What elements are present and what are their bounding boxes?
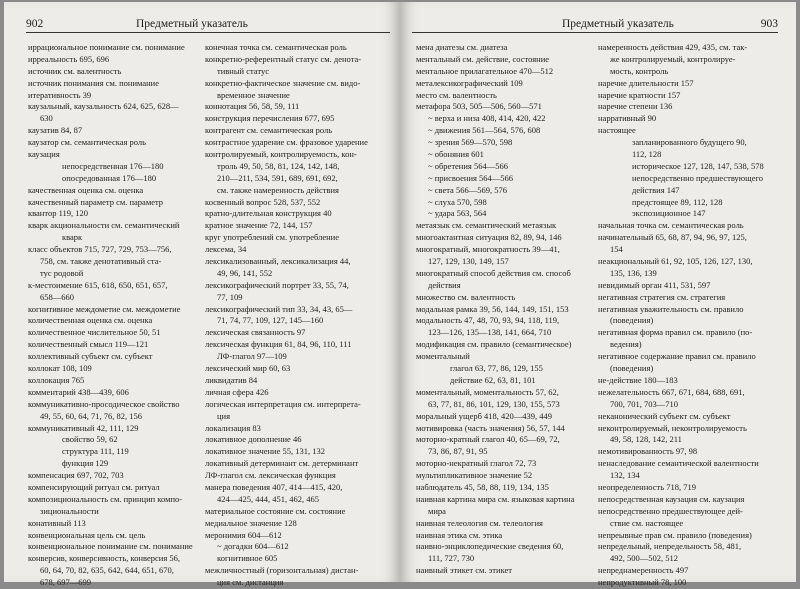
index-entry-line: кратное значение 72, 144, 157: [205, 220, 313, 231]
index-entry-line: тус родовой: [40, 267, 84, 278]
index-entry-line: тивный статус: [217, 65, 269, 76]
index-entry-line: ведения): [610, 339, 642, 350]
index-entry-line: контрастное ударение см. фразовое ударение: [205, 137, 368, 148]
index-entry-line: действия: [428, 279, 461, 290]
index-entry-line: конверсив, конверсивность, конверсия 56,: [28, 553, 180, 564]
index-entry-line: 758, см. также денотативный ста-: [40, 256, 162, 267]
index-entry-line: 49, 55, 60, 64, 71, 76, 82, 156: [40, 410, 142, 421]
index-entry-line: метаязык см. семантический метаязык: [416, 220, 557, 231]
left-page: [4, 2, 400, 588]
index-entry-line: наивная телеология см. телеология: [416, 517, 543, 528]
index-entry-line: 132, 134: [610, 470, 640, 481]
index-entry-line: ~ света 566—569, 576: [428, 184, 507, 195]
index-entry-line: медиальное значение 128: [205, 517, 297, 528]
index-column: [28, 42, 200, 589]
index-entry-line: лексический мир 60, 63: [205, 363, 291, 374]
index-entry-line: временное значение: [217, 89, 290, 100]
index-entry-line: историческое 127, 128, 147, 538, 578: [632, 160, 764, 171]
index-entry-line: метафора 503, 505—506, 560—571: [416, 101, 542, 112]
index-entry-line: качественная оценка см. оценка: [28, 184, 144, 195]
index-entry-line: манера поведения 407, 414—415, 420,: [205, 481, 343, 492]
index-entry-line: экспозиционное 147: [632, 208, 706, 219]
index-entry-line: кварк акциональности см. семантический: [28, 220, 180, 231]
index-entry-line: 112, 128: [632, 149, 662, 160]
index-entry-line: ~ удара 563, 564: [428, 208, 487, 219]
index-entry-line: мотивировка (часть значения) 56, 57, 144: [416, 422, 565, 433]
index-entry-line: ~ слуха 570, 598: [428, 196, 487, 207]
index-entry-line: лексикографический портрет 33, 55, 74,: [205, 279, 349, 290]
index-entry-line: 127, 129, 130, 149, 157: [428, 256, 509, 267]
index-column: [598, 42, 776, 589]
index-column: [416, 42, 594, 577]
index-entry-line: нарративный 90: [598, 113, 657, 124]
index-entry-line: наречие кратности 157: [598, 89, 681, 100]
index-entry-line: начальная точка см. семантическая роль: [598, 220, 744, 231]
index-entry-line: наблюдатель 45, 58, 88, 119, 134, 135: [416, 481, 549, 492]
index-entry-line: конкретно-фактическое значение см. видо-: [205, 77, 361, 88]
index-entry-line: 700, 701, 703—710: [610, 398, 678, 409]
index-entry-line: компенсирующий ритуал см. ритуал: [28, 481, 160, 492]
index-entry-line: коннотация 56, 58, 59, 111: [205, 101, 300, 112]
index-entry-line: неконтролируемый, неконтролируемость: [598, 422, 747, 433]
index-entry-line: контролируемый, контролируемость, кон-: [205, 149, 357, 160]
index-entry-line: ~ верха и низа 408, 414, 420, 422: [428, 113, 546, 124]
index-entry-line: модификация см. правило (семантическое): [416, 339, 572, 350]
index-entry-line: троль 49, 50, 58, 81, 124, 142, 148,: [217, 160, 340, 171]
index-entry-line: многоактантная ситуация 82, 89, 94, 146: [416, 232, 562, 243]
index-entry-line: коммуникативно-просодическое свойство: [28, 398, 180, 409]
index-entry-line: меронимия 604—612: [205, 529, 282, 540]
index-entry-line: непреднамеренность 497: [598, 565, 689, 576]
index-entry-line: 77, 109: [217, 291, 243, 302]
index-entry-line: немотивированность 97, 98: [598, 446, 698, 457]
index-entry-line: моральный ущерб 418, 420—439, 449: [416, 410, 553, 421]
index-entry-line: наивная картина мира см. языковая картина: [416, 493, 575, 504]
index-entry-line: непосредственная каузация см. каузация: [598, 493, 745, 504]
index-entry-line: место см. валентность: [416, 89, 497, 100]
index-entry-line: действие 62, 63, 81, 101: [450, 374, 536, 385]
index-entry-line: квантор 119, 120: [28, 208, 89, 219]
index-entry-line: металексикографический 109: [416, 77, 523, 88]
index-entry-line: когнитивное 605: [217, 553, 278, 564]
index-entry-line: кварк: [62, 232, 83, 243]
index-entry-line: непосредственная 176—180: [62, 160, 164, 171]
index-entry-line: межличностный (горизонтальная) дистан-: [205, 565, 359, 576]
index-entry-line: 111, 727, 730: [428, 553, 475, 564]
index-entry-line: свойство 59, 62: [62, 434, 118, 445]
index-entry-line: наивный этикет см. этикет: [416, 565, 512, 576]
index-entry-line: многократный способ действия см. способ: [416, 267, 571, 278]
index-entry-line: коммуникативный 42, 111, 129: [28, 422, 139, 433]
index-entry-line: ция: [217, 410, 231, 421]
index-entry-line: моторно-кратный глагол 40, 65—69, 72,: [416, 434, 560, 445]
index-entry-line: намеренность действия 429, 435, см. так-: [598, 42, 748, 52]
running-title: Предметный указатель: [136, 18, 248, 30]
index-entry-line: лексическая связанность 97: [205, 327, 306, 338]
index-entry-line: ментальный см. действие, состояние: [416, 53, 550, 64]
index-entry-line: каузальный, каузальность 624, 625, 628—: [28, 101, 179, 112]
index-entry-line: неканонический субъект см. субъект: [598, 410, 731, 421]
index-entry-line: 678, 697—699: [40, 577, 91, 588]
index-entry-line: (поведения): [610, 315, 654, 326]
index-entry-line: начинательный 65, 68, 87, 94, 96, 97, 125,: [598, 232, 747, 243]
index-entry-line: ция см. дистанция: [217, 577, 284, 588]
left-page-header: [26, 16, 390, 33]
index-entry-line: 135, 136, 139: [610, 267, 657, 278]
index-entry-line: локализация 83: [205, 422, 261, 433]
index-entry-line: конвенциональная цель см. цель: [28, 529, 146, 540]
index-entry-line: класс объектов 715, 727, 729, 753—756,: [28, 244, 172, 255]
index-entry-line: мультипликативное значение 52: [416, 470, 533, 481]
index-entry-line: контрагент см. семантическая роль: [205, 125, 333, 136]
index-entry-line: наречие длительности 157: [598, 77, 694, 88]
index-entry-line: 154: [610, 244, 623, 255]
index-entry-line: негативная форма правил см. правило (по-: [598, 327, 753, 338]
index-entry-line: непредельный, непредельность 58, 481,: [598, 541, 742, 552]
index-entry-line: предстоящее 89, 112, 128: [632, 196, 723, 207]
index-entry-line: мость, контроль: [610, 65, 669, 76]
index-entry-line: количественная оценка см. оценка: [28, 315, 153, 326]
index-entry-line: неакциональный 61, 92, 105, 126, 127, 130,: [598, 256, 753, 267]
index-entry-line: косвенный вопрос 528, 537, 552: [205, 196, 321, 207]
index-entry-line: см. также намеренность действия: [217, 184, 339, 195]
index-entry-line: негативная стратегия см. стратегия: [598, 291, 726, 302]
index-entry-line: ствие см. настоящее: [610, 517, 684, 528]
index-entry-line: 123—126, 135—138, 141, 664, 710: [428, 327, 552, 338]
index-entry-line: круг употреблений см. употребление: [205, 232, 339, 243]
index-entry-line: ~ движения 561—564, 576, 608: [428, 125, 541, 136]
index-entry-line: наивно-энциклопедические сведения 60,: [416, 541, 564, 552]
index-entry-line: структура 111, 119: [62, 446, 129, 457]
index-entry-line: к-местоимение 615, 618, 650, 651, 657,: [28, 279, 168, 290]
index-entry-line: коллокация 765: [28, 374, 85, 385]
index-entry-line: конструкция перечисления 677, 695: [205, 113, 335, 124]
index-entry-line: качественный параметр см. параметр: [28, 196, 164, 207]
index-entry-line: ~ зрения 569—570, 598: [428, 137, 513, 148]
index-entry-line: ~ присвоения 564—566: [428, 172, 514, 183]
index-entry-line: ненаследование семантической валентности: [598, 458, 759, 469]
index-entry-line: 210—211, 534, 591, 689, 691, 692,: [217, 172, 338, 183]
index-entry-line: многократный, многократность 39—41,: [416, 244, 560, 255]
index-entry-line: глагол 63, 77, 86, 129, 155: [450, 363, 543, 374]
index-entry-line: каузатив 84, 87: [28, 125, 83, 136]
index-entry-line: итеративность 39: [28, 89, 92, 100]
page-number: 902: [26, 18, 44, 30]
index-entry-line: 49, 58, 128, 142, 211: [610, 434, 682, 445]
index-entry-line: зициональности: [40, 505, 99, 516]
index-entry-line: компенсация 697, 702, 703: [28, 470, 124, 481]
index-entry-line: непосредственно предшествующего: [632, 172, 764, 183]
index-entry-line: нежелательность 667, 671, 684, 688, 691,: [598, 386, 745, 397]
index-entry-line: непродуктивный 78, 100: [598, 577, 687, 588]
index-entry-line: локативный детерминант см. детерминант: [205, 458, 359, 469]
index-entry-line: неопределенность 718, 719: [598, 481, 696, 492]
index-entry-line: лексикографический тип 33, 34, 43, 65—: [205, 303, 353, 314]
index-entry-line: непосредственно предшествующее дей-: [598, 505, 743, 516]
index-entry-line: материальное состояние см. состояние: [205, 505, 346, 516]
index-entry-line: 60, 64, 70, 82, 635, 642, 644, 651, 670,: [40, 565, 174, 576]
index-entry-line: источник см. валентность: [28, 65, 122, 76]
index-entry-line: моментальный, моментальность 57, 62,: [416, 386, 559, 397]
index-entry-line: наивная этика см. этика: [416, 529, 503, 540]
running-title: Предметный указатель: [562, 18, 674, 30]
right-page: [400, 2, 796, 588]
index-entry-line: ~ обоняния 601: [428, 149, 484, 160]
right-page-header: [412, 16, 778, 33]
index-entry-line: действия 147: [632, 184, 680, 195]
page-number: 903: [760, 18, 778, 30]
index-entry-line: модальность 47, 48, 70, 93, 94, 118, 119,: [416, 315, 560, 326]
index-entry-line: коллокат 108, 109: [28, 363, 92, 374]
index-entry-line: 492, 500—502, 512: [610, 553, 678, 564]
index-entry-line: модальная рамка 39, 56, 144, 149, 151, 153: [416, 303, 569, 314]
index-entry-line: локативное дополнение 46: [205, 434, 302, 445]
index-entry-line: когнитивное междометие см. междометие: [28, 303, 181, 314]
index-entry-line: конвенциональное понимание см. понимание: [28, 541, 193, 552]
index-entry-line: наречие степени 136: [598, 101, 673, 112]
index-entry-line: лексикализованный, лексикализация 44,: [205, 256, 351, 267]
index-entry-line: ЛФ-глагол см. лексическая функция: [205, 470, 336, 481]
index-entry-line: лексическая функция 61, 84, 96, 110, 111: [205, 339, 352, 350]
index-entry-line: лексема, 34: [205, 244, 247, 255]
index-entry-line: ~ обретения 564—566: [428, 160, 508, 171]
index-entry-line: (поведения): [610, 363, 654, 374]
index-entry-line: негативная уважительность см. правило: [598, 303, 744, 314]
index-entry-line: каузация: [28, 149, 60, 160]
index-entry-line: 49, 96, 141, 552: [217, 267, 273, 278]
index-entry-line: кратно-длительная конструкция 40: [205, 208, 332, 219]
index-entry-line: логическая интерпретация см. интерпрета-: [205, 398, 361, 409]
index-entry-line: коллективный субъект см. субъект: [28, 351, 153, 362]
index-entry-line: настоящее: [598, 125, 636, 136]
index-entry-line: ирреальность 695, 696: [28, 53, 110, 64]
index-entry-line: иррациональное понимание см. понимание: [28, 42, 185, 52]
index-entry-line: локативное значение 55, 131, 132: [205, 446, 326, 457]
index-entry-line: опосредованная 176—180: [62, 172, 157, 183]
index-entry-line: конативный 113: [28, 517, 86, 528]
index-entry-line: конкретно-референтный статус см. денота-: [205, 53, 362, 64]
index-entry-line: 424—425, 444, 451, 462, 465: [217, 493, 319, 504]
index-entry-line: ментальное прилагательное 470—512: [416, 65, 554, 76]
index-entry-line: количественный смысл 119—121: [28, 339, 149, 350]
index-entry-line: множество см. валентность: [416, 291, 516, 302]
index-entry-line: не-действие 180—183: [598, 374, 678, 385]
index-entry-line: конечная точка см. семантическая роль: [205, 42, 347, 52]
index-entry-line: моторно-некратный глагол 72, 73: [416, 458, 537, 469]
index-entry-line: ~ догадки 604—612: [217, 541, 289, 552]
index-entry-line: моментальный: [416, 351, 470, 362]
index-entry-line: композициональность см. принцип компо-: [28, 493, 183, 504]
index-entry-line: 73, 86, 87, 91, 95: [428, 446, 488, 457]
index-entry-line: непреывные прав см. правило (поведения): [598, 529, 752, 540]
index-entry-line: мира: [428, 505, 446, 516]
index-entry-line: комментарий 438—439, 606: [28, 386, 129, 397]
index-entry-line: количественное числительное 50, 51: [28, 327, 161, 338]
index-entry-line: 63, 77, 81, 86, 101, 129, 130, 155, 573: [428, 398, 560, 409]
index-entry-line: ЛФ-глагол 97—109: [217, 351, 287, 362]
index-entry-line: же контролируемый, контролируе-: [610, 53, 736, 64]
index-entry-line: 630: [40, 113, 53, 124]
index-entry-line: невидимый орган 411, 531, 597: [598, 279, 711, 290]
index-entry-line: личная сфера 426: [205, 386, 269, 397]
index-entry-line: ликвидатив 84: [205, 374, 258, 385]
index-entry-line: мена диатезы см. диатеза: [416, 42, 508, 52]
index-entry-line: негативное содержание правил см. правило: [598, 351, 756, 362]
index-entry-line: каузатор см. семантическая роль: [28, 137, 147, 148]
index-entry-line: функция 129: [62, 458, 109, 469]
index-entry-line: источник понимания см. понимание: [28, 77, 159, 88]
index-entry-line: запланированного будущего 90,: [632, 137, 747, 148]
index-entry-line: 71, 74, 77, 109, 127, 145—160: [217, 315, 324, 326]
index-column: [205, 42, 387, 589]
index-entry-line: 658—660: [40, 291, 74, 302]
